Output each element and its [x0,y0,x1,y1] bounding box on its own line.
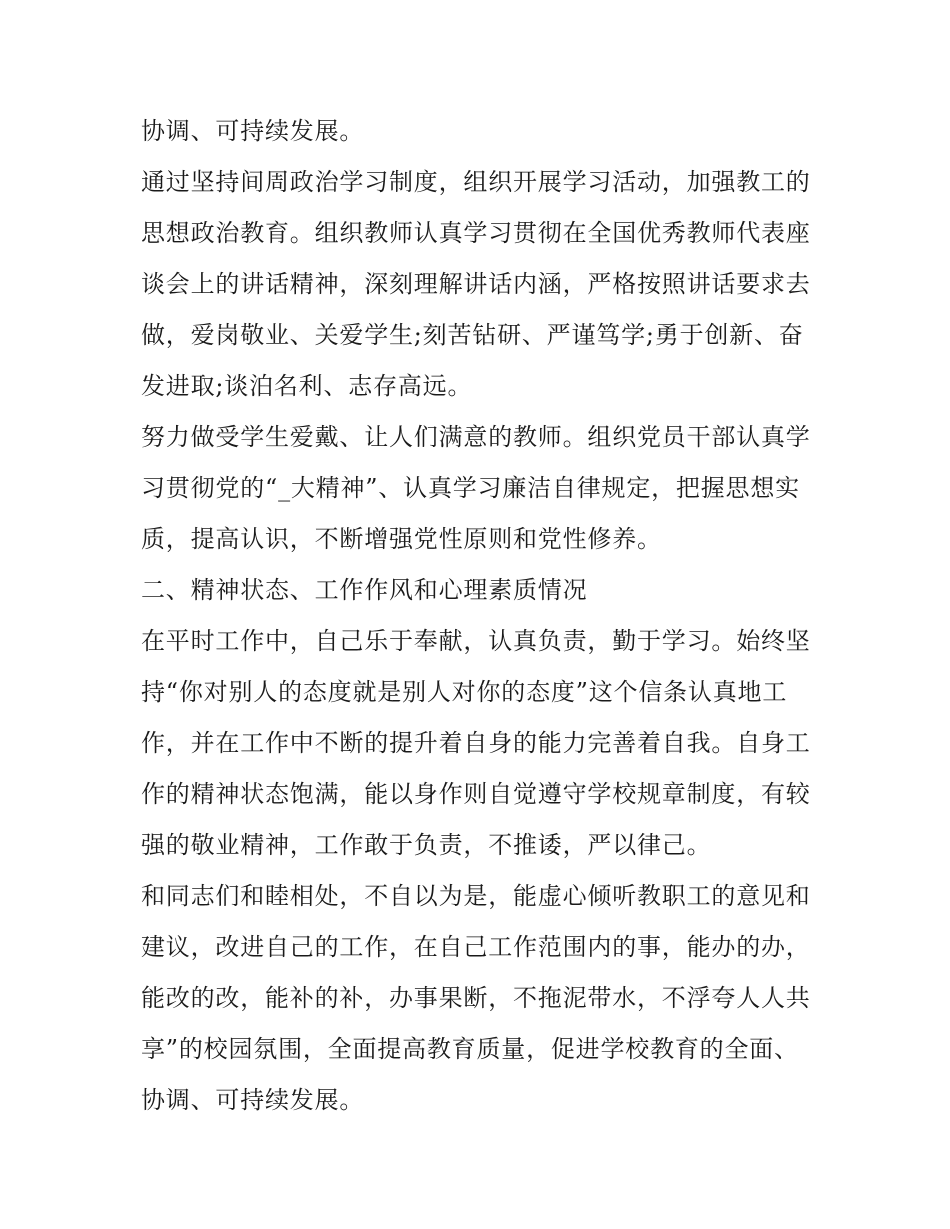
text-line: 习贯彻党的“_大精神”、认真学习廉洁自律规定，把握思想实 [141,474,800,502]
text-line: 通过坚持间周政治学习制度，组织开展学习活动，加强教工的 [141,168,811,196]
text-line: 强的敬业精神，工作敢于负责，不推诿，严以律己。 [141,831,712,859]
text-line: 和同志们和睦相处，不自以为是，能虚心倾听教职工的意见和 [141,882,811,910]
text-line: 努力做受学生爱戴、让人们满意的教师。组织党员干部认真学 [141,423,811,451]
text-line: 作的精神状态饱满，能以身作则自觉遵守学校规章制度，有较 [141,780,811,808]
text-line: 作，并在工作中不断的提升着自身的能力完善着自我。自身工 [141,729,811,757]
text-line: 持“你对别人的态度就是别人对你的态度”这个信条认真地工 [141,678,788,706]
paragraph-2 [141,157,821,412]
text-line: 做，爱岗敬业、关爱学生;刻苦钻研、严谨笃学;勇于创新、奋 [141,321,804,349]
paragraph-1 [141,106,821,157]
paragraph-5 [141,616,821,871]
text-line: 能改的改，能补的补，办事果断，不拖泥带水，不浮夸人人共 [141,984,811,1012]
text-line: 协调、可持续发展。 [141,1086,365,1114]
text-line: 谈会上的讲话精神，深刻理解讲话内涵，严格按照讲话要求去 [141,270,811,298]
text-line: 在平时工作中，自己乐于奉献，认真负责，勤于学习。始终坚 [141,627,811,655]
paragraph-6 [141,871,821,1126]
text-line: 享”的校园氛围，全面提高教育质量，促进学校教育的全面、 [141,1035,799,1063]
text-line: 思想政治教育。组织教师认真学习贯彻在全国优秀教师代表座 [141,219,811,247]
text-line: 建议，改进自己的工作，在自己工作范围内的事，能办的办， [141,933,811,961]
text-line: 发进取;谈泊名利、志存高远。 [141,372,473,400]
paragraph-3 [141,412,821,565]
text-line: 协调、可持续发展。 [141,117,365,145]
section-heading [141,565,821,616]
heading-line: 二、精神状态、工作作风和心理素质情况 [141,576,588,604]
text-line: 质，提高认识，不断增强党性原则和党性修养。 [141,525,662,553]
document-body [141,106,821,1126]
